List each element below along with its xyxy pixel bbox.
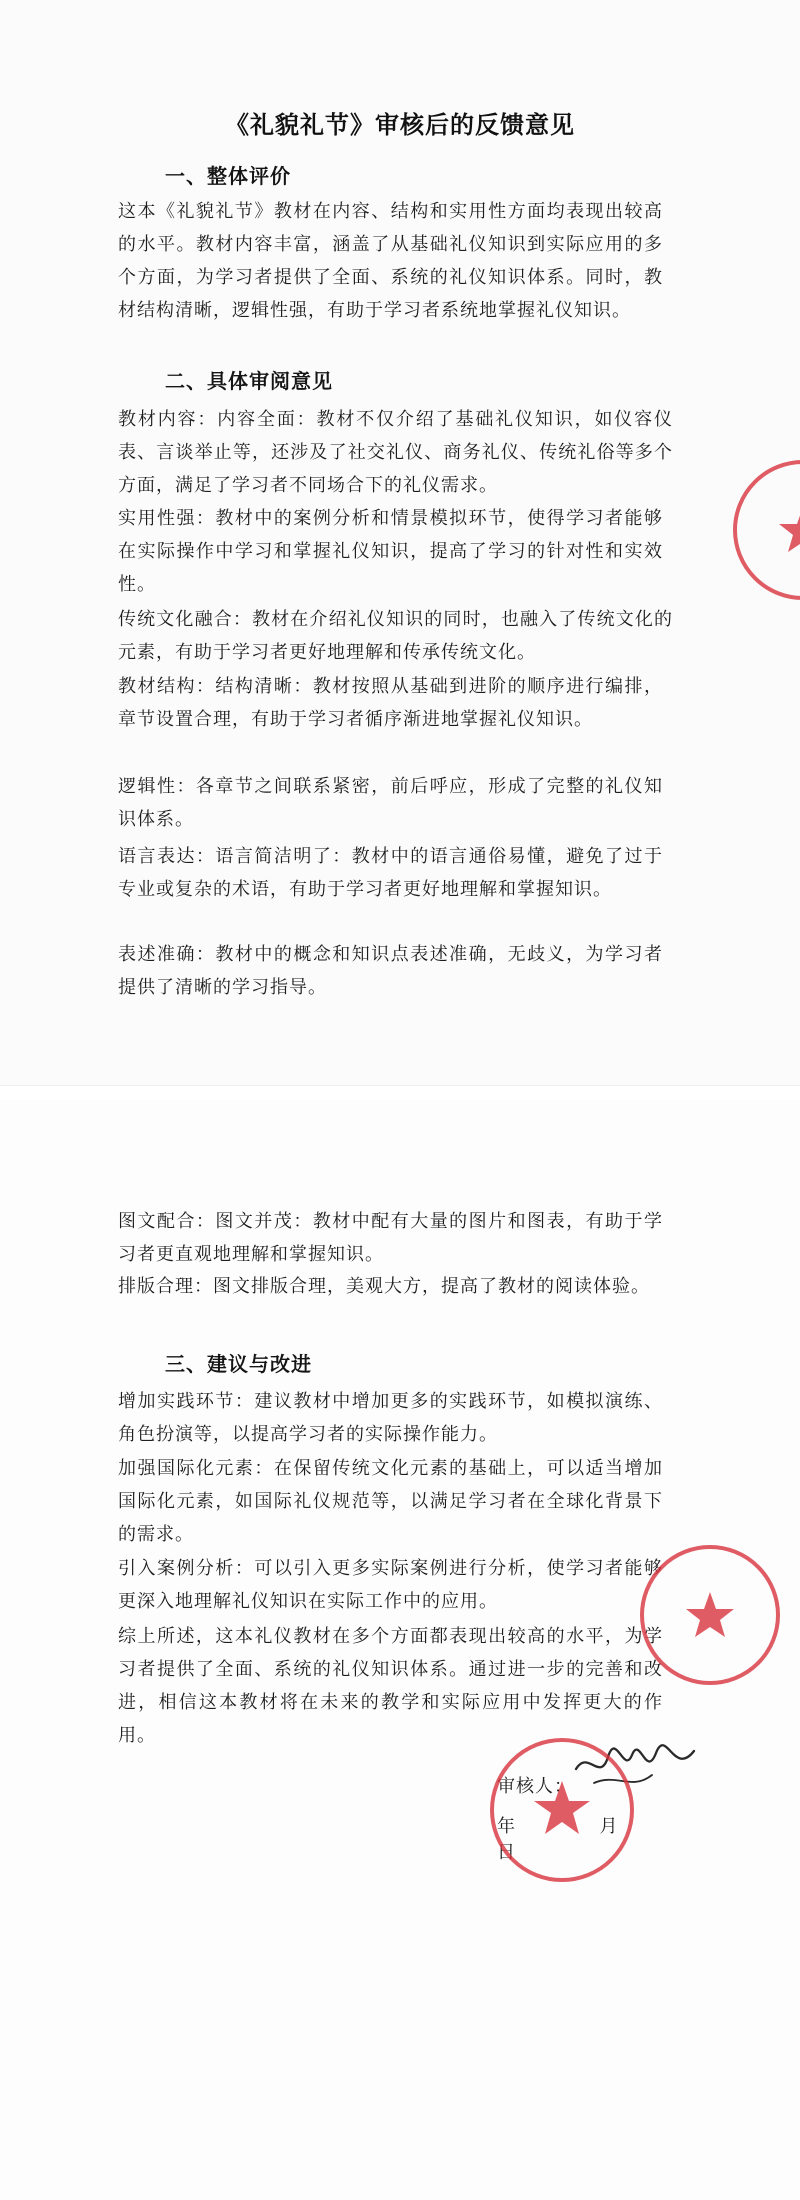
review-item-language: 语言表达：语言简洁明了：教材中的语言通俗易懂，避免了过于专业或复杂的术语，有助于学习者更好地理解和掌握知识。 xyxy=(118,846,663,900)
section-heading-detail: 二、具体审阅意见 xyxy=(165,369,333,393)
academic-affairs-seal-icon xyxy=(487,1735,637,1885)
suggestion-item-practice: 增加实践环节：建议教材中增加更多的实践环节，如模拟演练、角色扮演等，以提高学习者的实际操作能力。 xyxy=(118,1391,663,1445)
summary-paragraph: 综上所述，这本礼仪教材在多个方面都表现出较高的水平，为学习者提供了全面、系统的礼仪知识体系。通过进一步的完善和改进，相信这本教材将在未来的教学和实际应用中发挥更大的作用。 xyxy=(118,1626,663,1746)
review-item-figures: 图文配合：图文并茂：教材中配有大量的图片和图表，有助于学习者更直观地理解和掌握知识。 xyxy=(118,1211,663,1265)
review-item-culture: 传统文化融合：教材在介绍礼仪知识的同时，也融入了传统文化的元素，有助于学习者更好地理解和传承传统文化。 xyxy=(118,609,673,663)
day-label: 日 xyxy=(497,1842,516,1863)
document-title: 《礼貌礼节》审核后的反馈意见 xyxy=(225,110,575,139)
review-item-logic: 逻辑性：各章节之间联系紧密，前后呼应，形成了完整的礼仪知识体系。 xyxy=(118,776,663,830)
month-label: 月 xyxy=(599,1816,619,1837)
reviewer-label: 审核人： xyxy=(497,1776,573,1797)
section-heading-overall: 一、整体评价 xyxy=(165,164,291,188)
review-item-content: 教材内容：内容全面：教材不仅介绍了基础礼仪知识，如仪容仪表、言谈举止等，还涉及了社交礼仪、商务礼仪、传统礼俗等多个方面，满足了学习者不同场合下的礼仪需求。 xyxy=(118,409,673,496)
section-heading-suggestions: 三、建议与改进 xyxy=(165,1352,312,1376)
review-item-structure: 教材结构：结构清晰：教材按照从基础到进阶的顺序进行编排，章节设置合理，有助于学习者循序渐进地掌握礼仪知识。 xyxy=(118,676,663,730)
document-page-1 xyxy=(0,0,800,1086)
official-seal-icon xyxy=(635,1540,785,1690)
suggestion-item-international: 加强国际化元素：在保留传统文化元素的基础上，可以适当增加国际化元素，如国际礼仪规范等，以满足学习者在全球化背景下的需求。 xyxy=(118,1458,663,1545)
review-item-accuracy: 表述准确：教材中的概念和知识点表述准确，无歧义，为学习者提供了清晰的学习指导。 xyxy=(118,944,663,998)
overall-paragraph: 这本《礼貌礼节》教材在内容、结构和实用性方面均表现出较高的水平。教材内容丰富，涵盖了从基础礼仪知识到实际应用的多个方面，为学习者提供了全面、系统的礼仪知识体系。同时，教材结构清晰，逻辑性强，有助于学习者系统地掌握礼仪知识。 xyxy=(118,201,663,321)
official-seal-icon xyxy=(728,455,800,605)
suggestion-item-cases: 引入案例分析：可以引入更多实际案例进行分析，使学习者能够更深入地理解礼仪知识在实际工作中的应用。 xyxy=(118,1558,663,1612)
review-item-typesetting: 排版合理：图文排版合理，美观大方，提高了教材的阅读体验。 xyxy=(118,1276,650,1297)
review-item-practicality: 实用性强：教材中的案例分析和情景模拟环节，使得学习者能够在实际操作中学习和掌握礼仪知识，提高了学习的针对性和实效性。 xyxy=(118,508,663,595)
year-label: 年 xyxy=(497,1816,516,1837)
